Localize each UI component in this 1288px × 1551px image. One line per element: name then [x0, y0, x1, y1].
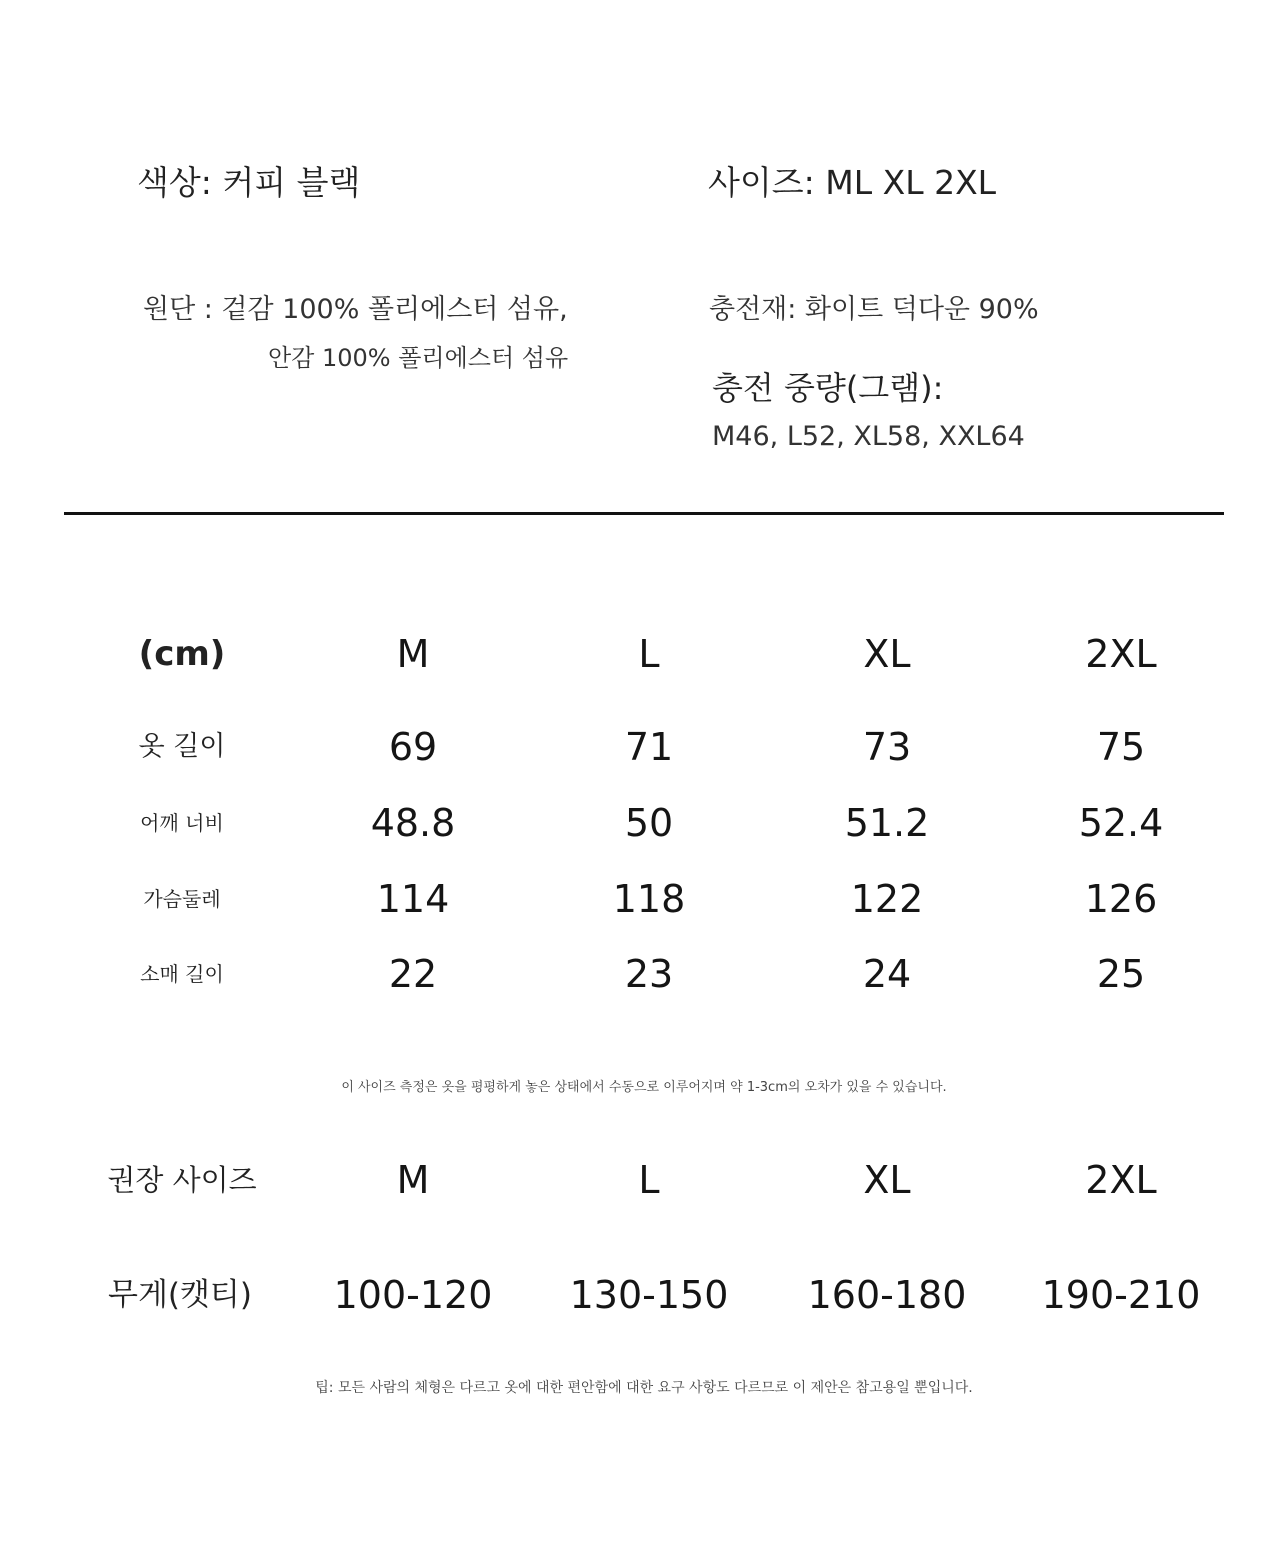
- table-cell: 48.8: [370, 801, 456, 845]
- table-row: [0, 1265, 1288, 1325]
- table-cell: 23: [624, 952, 674, 996]
- table-cell: 22: [388, 952, 438, 996]
- size-chart-header-row: [0, 624, 1288, 684]
- size-col-header: XL: [863, 632, 911, 676]
- table-cell: 71: [624, 725, 674, 769]
- table-cell: 118: [612, 877, 686, 921]
- unit-label: (cm): [138, 634, 226, 674]
- fill-weight-title: 충전 중량(그램):: [712, 369, 944, 407]
- table-cell: 114: [376, 877, 450, 921]
- table-cell: 160-180: [807, 1273, 967, 1317]
- table-cell: 25: [1096, 952, 1146, 996]
- table-row: [0, 793, 1288, 853]
- table-cell: 69: [388, 725, 438, 769]
- color-info: 색상: 커피 블랙: [137, 163, 361, 202]
- table-cell: 130-150: [569, 1273, 729, 1317]
- sizes-info: 사이즈: ML XL 2XL: [708, 163, 997, 202]
- table-cell: 24: [862, 952, 912, 996]
- table-cell: 73: [862, 725, 912, 769]
- table-cell: 50: [624, 801, 674, 845]
- table-cell: 126: [1084, 877, 1158, 921]
- fabric-line-1: 원단 : 겉감 100% 폴리에스터 섬유,: [143, 294, 568, 325]
- row-label-chest: 가슴둘레: [143, 887, 221, 911]
- table-cell: 51.2: [844, 801, 930, 845]
- size-col-header: XL: [863, 1158, 911, 1202]
- filling-info: 충전재: 화이트 덕다운 90%: [709, 294, 1039, 325]
- size-col-header: 2XL: [1085, 1158, 1157, 1202]
- tip-note: 팁: 모든 사람의 체형은 다르고 옷에 대한 편안함에 대한 요구 사항도 다르므로 이 제안은 참고용일 뿐입니다.: [315, 1380, 973, 1396]
- table-row: [0, 869, 1288, 929]
- size-col-header: L: [638, 1158, 660, 1202]
- fill-weight-values: M46, L52, XL58, XXL64: [712, 421, 1025, 452]
- size-col-header: L: [638, 632, 660, 676]
- table-row: [0, 944, 1288, 1004]
- fabric-line-2: 안감 100% 폴리에스터 섬유: [268, 344, 569, 372]
- row-label-sleeve: 소매 길이: [140, 962, 224, 986]
- row-label-shoulder: 어깨 너비: [140, 811, 224, 835]
- size-col-header: M: [396, 632, 430, 676]
- recommend-header-row: [0, 1150, 1288, 1210]
- weight-label: 무게(캣티): [108, 1277, 252, 1313]
- table-cell: 100-120: [333, 1273, 493, 1317]
- row-label-length: 옷 길이: [138, 731, 226, 762]
- table-cell: 190-210: [1041, 1273, 1201, 1317]
- table-cell: 122: [850, 877, 924, 921]
- table-cell: 75: [1096, 725, 1146, 769]
- table-cell: 52.4: [1078, 801, 1164, 845]
- section-divider: [64, 512, 1224, 515]
- size-col-header: 2XL: [1085, 632, 1157, 676]
- measurement-note: 이 사이즈 측정은 옷을 평평하게 놓은 상태에서 수동으로 이루어지며 약 1-3cm의 오차가 있을 수 있습니다.: [341, 1080, 947, 1095]
- size-col-header: M: [396, 1158, 430, 1202]
- recommend-label: 권장 사이즈: [107, 1163, 257, 1197]
- table-row: [0, 717, 1288, 777]
